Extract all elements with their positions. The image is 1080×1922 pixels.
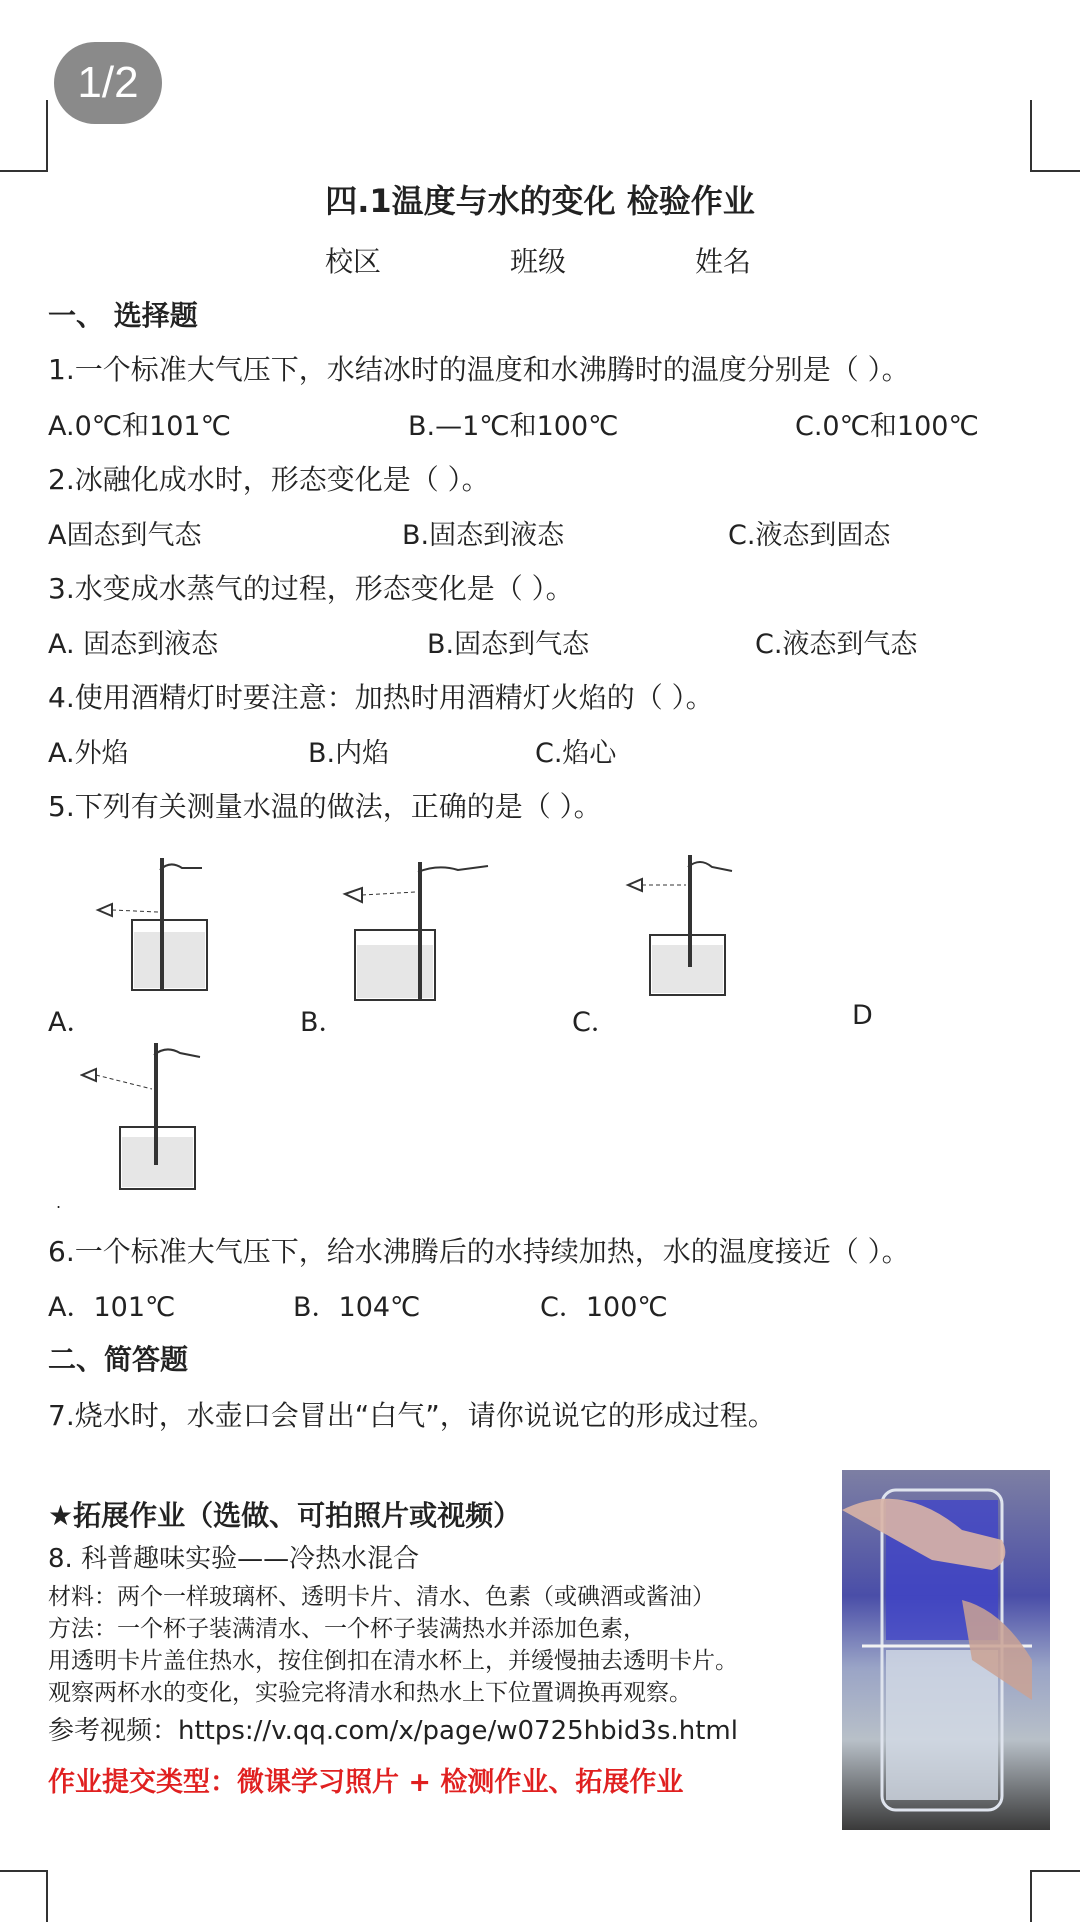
q2-option-c: C.液态到固态 xyxy=(728,520,891,551)
q5-option-b: B． xyxy=(300,1007,346,1038)
experiment-photo xyxy=(842,1470,1050,1830)
figure-a-beaker xyxy=(92,850,222,1000)
extension-heading: ★拓展作业（选做、可拍照片或视频） xyxy=(48,1499,522,1532)
figure-c-beaker xyxy=(620,845,740,1005)
worksheet-title: 四.1温度与水的变化 检验作业 xyxy=(325,182,755,220)
q6-option-c: C．100℃ xyxy=(540,1292,668,1323)
crop-mark-bottom-left xyxy=(0,1870,48,1922)
q1-option-a: A.0℃和101℃ xyxy=(48,411,231,442)
extension-method-1: 方法：一个杯子装满清水、一个杯子装满热水并添加色素， xyxy=(48,1616,646,1642)
crop-mark-top-left xyxy=(0,100,48,172)
q1-option-b: B.—1℃和100℃ xyxy=(408,411,619,442)
q4-option-b: B.内焰 xyxy=(308,738,390,769)
q5-figure-d-dot: . xyxy=(56,1193,62,1212)
field-class: 班级 xyxy=(510,245,567,278)
question-4: 4.使用酒精灯时要注意：加热时用酒精灯火焰的（ ）。 xyxy=(48,681,714,714)
question-7: 7.烧水时，水壶口会冒出“白气”，请你说说它的形成过程。 xyxy=(48,1399,776,1432)
section-choice-heading: 一、 选择题 xyxy=(48,299,198,332)
crop-mark-top-right xyxy=(1030,100,1080,172)
extension-materials: 材料：两个一样玻璃杯、透明卡片、清水、色素（或碘酒或酱油） xyxy=(48,1584,715,1610)
figure-d-beaker xyxy=(80,1035,210,1195)
page-indicator[interactable]: 1/2 xyxy=(54,42,162,124)
question-5: 5.下列有关测量水温的做法，正确的是（ ）。 xyxy=(48,790,602,823)
figure-b-beaker xyxy=(340,850,500,1005)
reference-video-link[interactable]: 参考视频：https://v.qq.com/x/page/w0725hbid3s.html xyxy=(48,1716,738,1746)
q5-option-d: D xyxy=(852,1000,873,1031)
question-3: 3.水变成水蒸气的过程，形态变化是（ ）。 xyxy=(48,572,574,605)
q5-option-c: C． xyxy=(572,1007,618,1038)
q2-option-b: B.固态到液态 xyxy=(402,520,565,551)
crop-mark-bottom-right xyxy=(1030,1870,1080,1922)
q6-option-b: B．104℃ xyxy=(293,1292,421,1323)
q3-option-a: A. 固态到液态 xyxy=(48,629,219,660)
submission-type: 作业提交类型：微课学习照片 + 检测作业、拓展作业 xyxy=(48,1767,684,1798)
question-2: 2.冰融化成水时，形态变化是（ ）。 xyxy=(48,463,490,496)
q4-option-c: C.焰心 xyxy=(535,738,617,769)
section-short-answer-heading: 二、简答题 xyxy=(48,1343,189,1376)
extension-observe: 观察两杯水的变化，实验完将清水和热水上下位置调换再观察。 xyxy=(48,1680,692,1706)
q6-option-a: A．101℃ xyxy=(48,1292,176,1323)
field-campus: 校区 xyxy=(325,245,382,278)
q5-option-a: A． xyxy=(48,1007,94,1038)
q3-option-b: B.固态到气态 xyxy=(427,629,590,660)
question-1: 1.一个标准大气压下，水结冰时的温度和水沸腾时的温度分别是（ ）。 xyxy=(48,353,910,386)
extension-title: 8. 科普趣味实验——冷热水混合 xyxy=(48,1544,420,1574)
q2-option-a: A固态到气态 xyxy=(48,520,202,551)
extension-method-2: 用透明卡片盖住热水，按住倒扣在清水杯上，并缓慢抽去透明卡片。 xyxy=(48,1648,738,1674)
q3-option-c: C.液态到气态 xyxy=(755,629,918,660)
field-name: 姓名 xyxy=(695,245,752,278)
q1-option-c: C.0℃和100℃ xyxy=(795,411,979,442)
question-6: 6.一个标准大气压下，给水沸腾后的水持续加热，水的温度接近（ ）。 xyxy=(48,1235,910,1268)
q4-option-a: A.外焰 xyxy=(48,738,129,769)
